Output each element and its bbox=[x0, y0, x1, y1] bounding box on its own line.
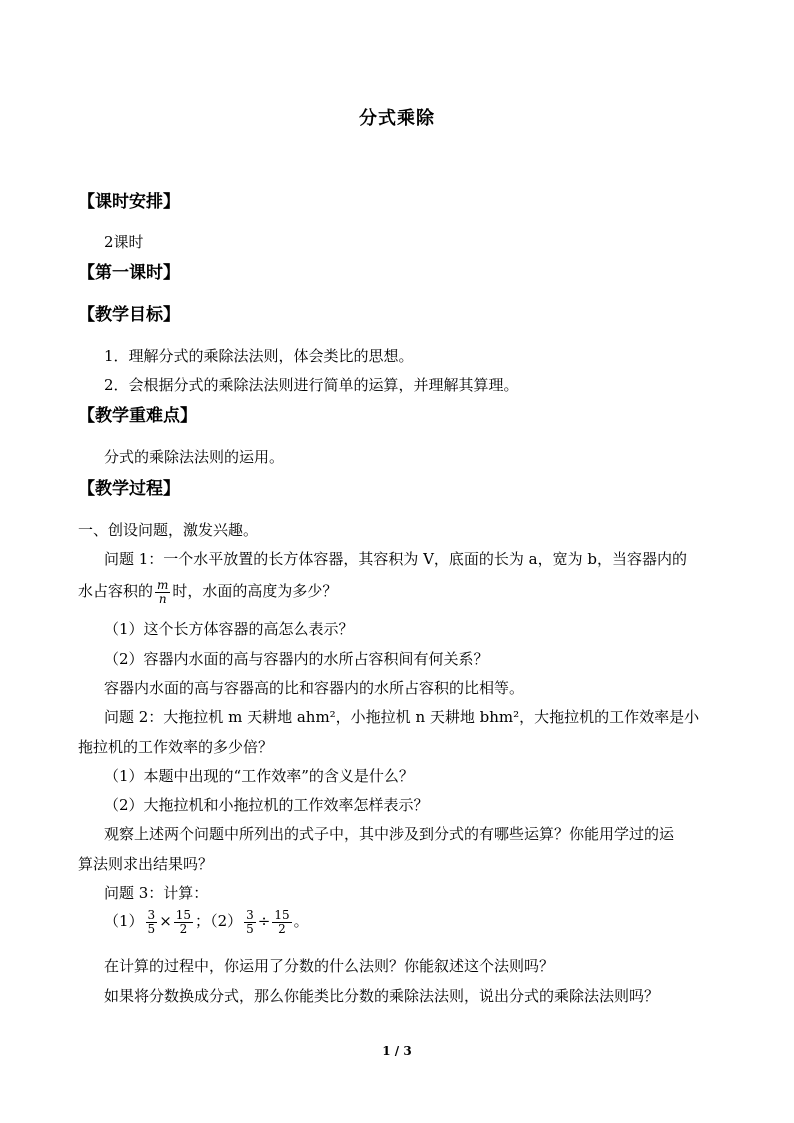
multiply-sign: × bbox=[159, 912, 172, 930]
keypoints-text: 分式的乘除法法则的运用。 bbox=[104, 448, 285, 466]
part1-title: 一、创设问题，激发兴趣。 bbox=[78, 521, 259, 539]
q3-item2-label: （2） bbox=[210, 912, 243, 930]
separator: ； bbox=[195, 912, 211, 930]
q3-expressions bbox=[104, 904, 309, 938]
q2-line2: 拖拉机的工作效率的多少倍？ bbox=[78, 738, 274, 756]
q1-line2 bbox=[78, 576, 337, 606]
fifteen-halves-fraction-2 bbox=[272, 909, 291, 936]
process-heading: 【教学过程】 bbox=[78, 479, 180, 499]
observe-line2: 算法则求出结果吗？ bbox=[78, 855, 214, 873]
fraction-numerator: 3 bbox=[246, 907, 254, 922]
schedule-heading: 【课时安排】 bbox=[78, 192, 180, 212]
q1-answer: 容器内水面的高与容器高的比和容器内的水所占容积的比相等。 bbox=[104, 679, 525, 697]
q1-sub1: （1）这个长方体容器的高怎么表示？ bbox=[104, 620, 354, 638]
page-number: 1 / 3 bbox=[382, 1044, 412, 1058]
goal-1: 1．理解分式的乘除法法则，体会类比的思想。 bbox=[104, 347, 414, 365]
q2-line1: 问题 2：大拖拉机 m 天耕地 ahm²，小拖拉机 n 天耕地 bhm²，大拖拉机的工作效率是小 bbox=[104, 708, 700, 726]
fraction-denominator: n bbox=[158, 591, 167, 606]
observe-line1: 观察上述两个问题中所列出的式子中，其中涉及到分式的有哪些运算？你能用学过的运 bbox=[104, 825, 675, 843]
fraction-denominator: 5 bbox=[246, 921, 254, 936]
divide-sign: ÷ bbox=[257, 912, 271, 930]
q2-sub2: （2）大拖拉机和小拖拉机的工作效率怎样表示？ bbox=[104, 796, 429, 814]
schedule-text: 2课时 bbox=[104, 233, 144, 251]
keypoints-heading: 【教学重难点】 bbox=[78, 406, 197, 426]
fraction-denominator: 2 bbox=[278, 921, 286, 936]
reflect-line: 在计算的过程中，你运用了分数的什么法则？你能叙述这个法则吗？ bbox=[104, 957, 555, 975]
three-fifths-fraction-2 bbox=[244, 909, 256, 936]
goals-heading: 【教学目标】 bbox=[78, 305, 180, 325]
lesson1-heading: 【第一课时】 bbox=[78, 263, 180, 283]
end-mark: 。 bbox=[293, 912, 309, 930]
m-over-n-fraction bbox=[155, 579, 170, 606]
fraction-numerator: 15 bbox=[175, 907, 192, 922]
three-fifths-fraction bbox=[146, 909, 158, 936]
goal-2: 2．会根据分式的乘除法法则进行简单的运算，并理解其算理。 bbox=[104, 376, 519, 394]
q3-title: 问题 3：计算： bbox=[104, 884, 209, 902]
fraction-denominator: 5 bbox=[147, 921, 156, 936]
fraction-numerator: 15 bbox=[274, 907, 290, 922]
fifteen-halves-fraction bbox=[174, 909, 193, 936]
fraction-numerator: 3 bbox=[147, 907, 156, 922]
fraction-denominator: 2 bbox=[179, 921, 188, 936]
q1-line2-a: 水占容积的 bbox=[78, 582, 154, 600]
q2-sub1: （1）本题中出现的“工作效率”的含义是什么？ bbox=[104, 767, 414, 785]
q1-sub2: （2）容器内水面的高与容器内的水所占容积间有何关系？ bbox=[104, 650, 489, 668]
fraction-numerator: m bbox=[157, 577, 169, 592]
page-title: 分式乘除 bbox=[359, 108, 435, 129]
analogy-line: 如果将分数换成分式，那么你能类比分数的乘除法法则，说出分式的乘除法法则吗？ bbox=[104, 987, 660, 1005]
q1-line2-b: 时，水面的高度为多少？ bbox=[172, 582, 338, 600]
q1-line1: 问题 1：一个水平放置的长方体容器，其容积为 V，底面的长为 a，宽为 b，当容器内的 bbox=[104, 550, 687, 568]
q3-item1-label: （1） bbox=[104, 912, 144, 930]
